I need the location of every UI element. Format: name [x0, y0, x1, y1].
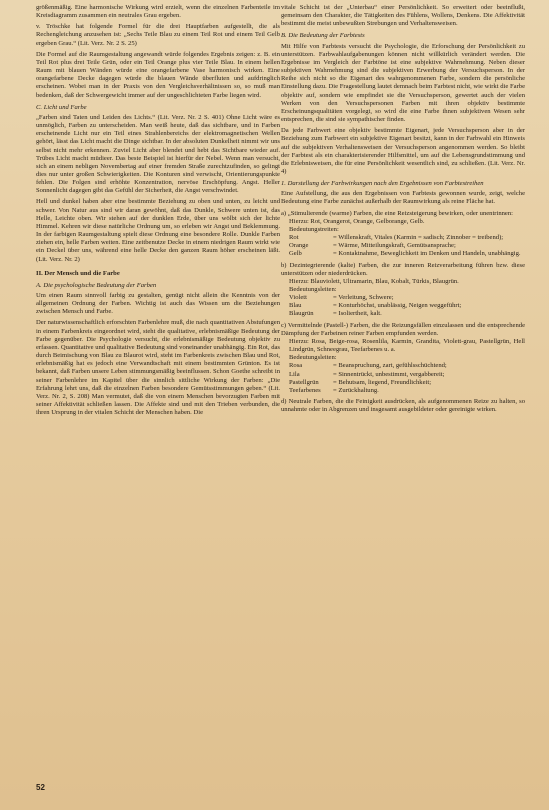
paragraph: größenmäßig. Eine harmonische Wirkung wird erzielt, wenn die einzelnen Farbenteile im Kreisdiagramm zusammen ein neutrales Grau ergeben. — [36, 4, 280, 20]
list-hierzu: Hierzu: Rosa, Beige-rosa, Rosenlila, Karmin, Grandita, Violett-grau, Pastellgrün, Hell Lindgrün, Schneegrau, Teefarbenes u. a. — [289, 337, 525, 354]
term-row: Blaugrün = Isoliertheit, kalt. — [289, 310, 382, 318]
subsection-heading: 1. Darstellung der Farbwirkungen nach den Ergebnissen von Farbtestreihen — [281, 180, 484, 188]
paragraph: Die Formel auf die Raumgestaltung angewandt würde folgendes Ergebnis zeigen: z. B. ein Teil Rot plus drei Teile Grün, oder ein Teil Orange plus vier Teile Blau. In einem hellen Raum mit blauen Wänden würde eine orangefarbene Vase harmonisch wirken. Eine orangefarbene Decke dagegen würde die blauen Wände überfluten und aufdringlich erscheinen. Wobei man in der Praxis von den Vergleichsverhältnissen so, so muß man bedenken, daß der Schwergewicht immer auf der ungeschlichteten Farbe liegen wird. — [36, 50, 280, 99]
paragraph: Um einen Raum sinnvoll farbig zu gestalten, genügt nicht allein die Kenntnis von der allgemeinen Ordnung der Farben. Wichtig ist auch das Wissen um die Beziehungen zwischen Mensch und Farbe. — [36, 292, 280, 316]
paragraph: vitale Schicht ist der „Unterbau“ einer Persönlichkeit. So erweitert oder beeinflußt, gemeinsam den Charakter, die Tätigkeiten des Fühlens, Wollens, Denkens. Die Affektivität bestimmt die meist unbewußten Strebungen und Verhaltensweisen. — [281, 4, 525, 28]
list-item: b) Dezintegrierende (kalte) Farben, die zur inneren Reizverarbeitung führen bzw. diese unterstützen oder niederdrücken. — [281, 261, 525, 277]
page-number: 52 — [36, 783, 45, 792]
section-heading: B. Die Bedeutung der Farbtests — [281, 32, 365, 40]
term-list-c — [281, 362, 525, 395]
chapter-heading: II. Der Mensch und die Farbe — [36, 269, 120, 277]
list-item: c) Vermittelnde (Pastell-) Farben, die die Reizungsfällen einzulassen und die entsprechende Dämpfung der Farbeinen reiner Farben empfunden werden. — [281, 321, 525, 337]
term-list-a — [281, 234, 525, 258]
term-list-b — [281, 294, 525, 318]
list-hierzu: Hierzu: Blauviolett, Ultramarin, Blau, Kobalt, Türkis, Blaugrün. — [289, 277, 459, 285]
term-row: Rosa = Beanspruchung, zart, gefühlsschüchtend; — [289, 362, 447, 370]
paragraph: Mit Hilfe von Farbtests versucht die Psychologie, die Erforschung der Persönlichkeit zu unterstützen. Farbwahlaufgabenungen können nicht willkürlich verändert werden. Die Ergebnisse im Vergleich der Farbtöne ist eine subjektive Wahrnehmung. Neben dieser subjektiven Wahrnehmung sind die subjektiven Erwerbung der Versuchsperson. In der Reihe sich nicht so die Eigenart des wahrgenommenen Farbe, sondern die persönliche Einstellung dazu. Die Fragestellung lautet demnach beim Farbtest nicht, wie wirkt die Farbe objektiv auf, sondern wie empfindet sie die Versuchsperson, gewertet auch der vielen Werken von den Versuchspersonen Farben mit ihren objektiv bestimmte Erscheinungsqualitäten vorgelegt, so wird die eine Farbe ihnen subjektiven Wesen sehr entsprechen, die sind sie sympathischer finden. — [281, 42, 525, 124]
term-row: Pastellgrün = Behutsam, liegend, Freundlichkeit; — [289, 378, 432, 386]
list-item: d) Neutrale Farben, die die Feinigkeit ausdrücken, als aufgenommenen Reize zu halten, so unnahmte oder in Abgrenzen und insgesamt ausgebildeter oder gereinigte wirken. — [281, 398, 525, 414]
paragraph: Hell und dunkel haben aber eine bestimmte Beziehung zu oben und unten, zu leicht und schwer. Von Natur aus sind wir daran gewöhnt, daß das Dunkle, Schwere unten ist, das Helle, Leichte oben. Wir stehen auf der dunklen Erde, über uns wölbt sich der lichte Himmel. Kehren wir diese natürliche Ordnung um, so erleben wir Angst und Beklemmung. In der farbigen Raumgestaltung spielt diese Ordnung eine besondere Rolle. Dunkle Farben ziehen ein, helle Farben weiten. Eine zeitbenutze Decke in einem niedrigen Raum wirkt wie ein Deckel über uns, während eine helle Decke den ganzen Raum höher erscheinen läßt. (Lit. Verz. Nr. 2) — [36, 198, 280, 263]
list-header: Bedeutungstreiten: — [289, 225, 339, 233]
paragraph: Eine Aufstellung, die aus den Ergebnissen von Farbtests gewonnen wurde, zeigt, welche Bedeutung eine Farbe zunächst außerhalb der Raumwirkung als reine Fläche hat. — [281, 190, 525, 206]
paragraph: v. Tröschke hat folgende Formel für die drei Hauptfarben aufgestellt, die als Rechengleichung anzusehen ist: „Sechs Teile Blau zu einem Teil Rot und einem Teil Gelb ergeben Grau.“ (Lit. Verz. Nr. 2 S. 25) — [36, 23, 280, 47]
paragraph: „Farben sind Taten und Leiden des Lichts.“ (Lit. Verz. Nr. 2 S. 401) Ohne Licht wäre es unmöglich, Farben zu unterscheiden. Man weiß heute, daß das sichtbare, und in Farben erscheinende Licht nur ein Teil eines Strahlenbereichs der elektromagnetischen Wellen gehört, lässt das Licht macht die Dinge sichtbar. In der absoluten Dunkelheit nimmt wir uns selbst nicht mehr erkennen. Zuviel Licht aber blendet und hebt das Sichtbare wieder auf. Trübes Licht macht müdieer. Das beste Beispiel ist hierfür der Nebel. Wenn man versucht, sich an einem nebligen Novembertag auf einer fremden Straße zurechtzufinden, so gelingt dies nur unter großen Schwierigkeiten. Die Konturen sind verwischt, Orientierungspunkte fehlen. Die Folgen sind erhöhte Konzentration, nervöse Erschöpfung. Angst. Heller Sonnenlicht dagegen gibt das Gefühl der Sicherheit, die Angst verschwindet. — [36, 113, 280, 195]
term-row: Teefarbenes = Zurückhaltung. — [289, 386, 379, 394]
paragraph: Da jede Farbwert eine objektiv bestimmte Eigenart, jede Versuchsperson aber in der Beziehung zum Farbwert ein subjektive Eigenart besitzt, kann in der Farbwahl ein Hinweis auf die subjektiven Verhaltensweisen der Versuchsperson angenommen werden. So bleibt der Farbtest als ein charakterisierender Hilfsmittel, um auf die Lebensgrundstimmung und die Erlebnisweisen, die für eine Persönlichkeit wesentlich sind, zu schließen. (Lit. Verz. Nr. 4) — [281, 127, 525, 175]
list-header: Bedeutungsleiten: — [289, 286, 337, 293]
paragraph: Der naturwissenschaftlich erforschten Farbenlehre muß, die nach quantitativen Abstufungen in einem Farbenkreis eingeordnet wird, steht die qualitative, erlebnismäßige Bedeutung der Farbe gegenüber. Die Psychologie versucht, die erlebnismäßige Bedeutung objektiv zu erfassen. Quantitative und qualitative Bedeutung sind voneinander unabhängig. Ein Rot, das durch Beimischung von Blau zu Blaurot wird, steht im Farbenkreis zwischen Blau und Rot, erlebnismäßig hat es jedoch eine Verwandtschaft mit einem bestimmten Grünton. Es ist bekannt, daß Farben unsere Leben stimmungsmäßig beeinflussen. Schon Goethe schreibt in seiner Farbenlehre im Kapitel über die sinnlich sittliche Wirkung der Farben: „Die Erfahrung lehrt uns, daß die einzelnen Farben besondere Gemütsstimmungen geben.“ (Lit. Verz. Nr. 2, S. 208) Man vermutet, daß die von einem Menschen bevorzugten Farben mit seiner Affektivität schließen lassen. Die Affekte sind und mit den Trieben verbunden, die ihren Ursprung in der vitalen Schicht der Menschen haben. Die — [36, 319, 280, 417]
term-row: Violett = Verleitung, Schwere; — [289, 294, 394, 302]
list-hierzu: Hierzu: Rot, Orangerot, Orange, Gelborange, Gelb. — [289, 217, 425, 225]
left-column — [36, 4, 280, 420]
term-row: Orange = Wärme, Mitteilungskraft, Gemütsansprache; — [289, 242, 456, 250]
list-header: Bedeutungsleiten: — [289, 354, 337, 362]
term-row: Gelb = Kontaktnahme, Beweglichkeit im Denken und Handeln, unabhängig. — [289, 250, 521, 258]
list-item: a) „Stimulierende (warme) Farben, die eine Reizsteigerung bewirken, oder unentrinnen: — [281, 209, 513, 217]
section-heading: C. Licht und Farbe — [36, 103, 87, 111]
term-row: Lila = Sinnentrückt, unbestimmt, vergabbereit; — [289, 370, 445, 378]
section-heading: A. Die psychologische Bedeutung der Farben — [36, 281, 157, 289]
right-column — [281, 4, 525, 414]
term-row: Rot = Willenskraft, Vitales (Karmin = sadisch; Zinnober = treibend); — [289, 234, 504, 242]
term-row: Blau = Konturhöchst, unablässig, Neigen weggeführt; — [289, 302, 462, 310]
